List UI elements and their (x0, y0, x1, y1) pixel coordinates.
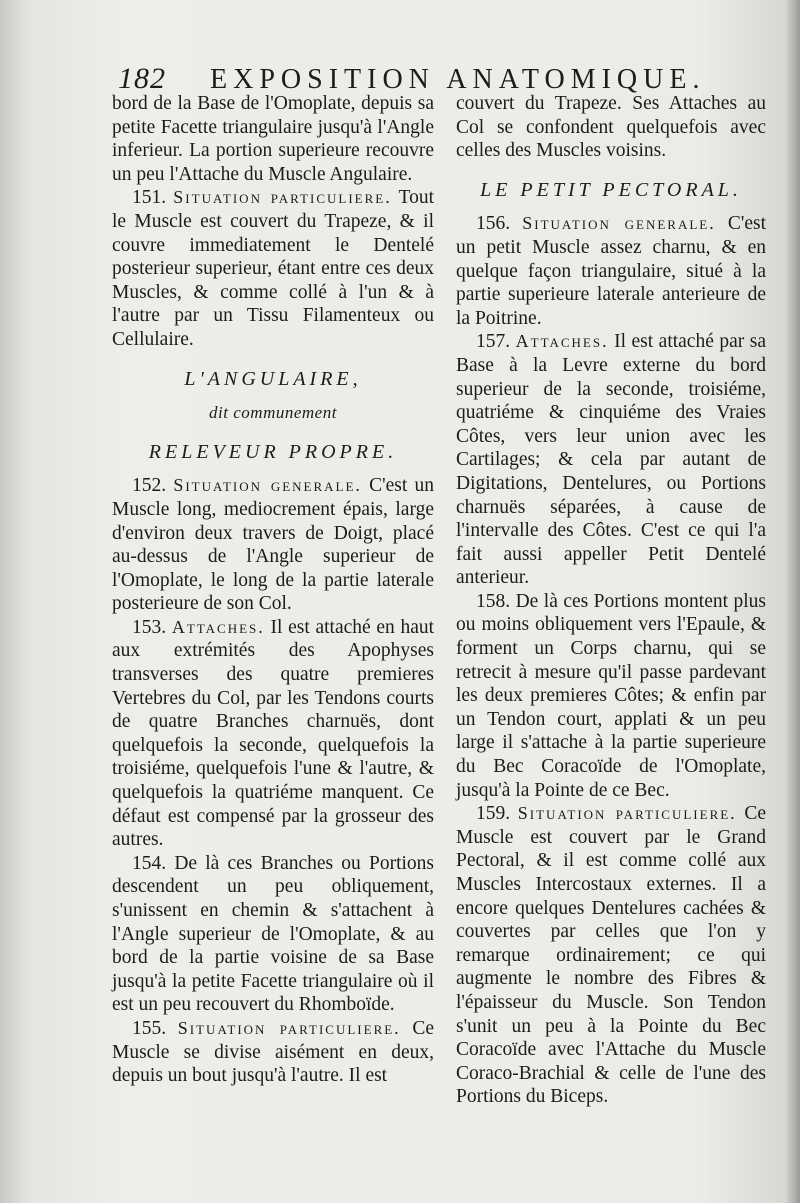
paragraph-number: 156. (476, 213, 511, 235)
paragraph (456, 590, 766, 802)
paragraph-heading: Situation particuliere. (177, 1017, 401, 1038)
paragraph-number: 154. (132, 852, 167, 874)
section-heading-petit-pectoral: LE PETIT PECTORAL. (480, 178, 742, 201)
section-subheading: dit communement (209, 403, 337, 423)
paragraph-number: 155. (132, 1017, 167, 1039)
paragraph-text: C'est un petit Muscle assez charnu, & en quelque façon triangulaire, situé à la partie superieure laterale anterieure de la Poitrine. (456, 213, 767, 329)
running-title: EXPOSITION ANATOMIQUE. (210, 64, 706, 95)
paragraph-text: bord de la Base de l'Omoplate, depuis sa petite Facette triangulaire jusqu'à l'Angle inferieur. La portion superieure recouvre un peu l'Attache du Muscle Angulaire. (112, 93, 434, 185)
paragraph (456, 330, 766, 590)
paragraph-text: Il est attaché par sa Base à la Levre externe du bord superieur de la seconde, troisiéme, quatriéme & cinquiéme des Vraies Côtes, vers leur union avec les Cartilages; & cela par autant de Digitations, Dentelures, ou Portions charnuës séparées, à cause de l'intervalle des Côtes. C'est ce qui l'a fait aussi appeller Petit Dentelé anterieur. (456, 331, 767, 589)
paragraph-heading: Situation particuliere. (517, 803, 737, 824)
section-heading-angulaire: L'ANGULAIRE, (184, 367, 362, 390)
paragraph-number: 151. (132, 187, 167, 209)
paragraph (112, 616, 434, 852)
paragraph-text: Il est attaché en haut aux extrémités des Apophyses transverses des quatre premieres Vertebres du Col, par les Tendons courts de quatre Branches charnuës, dont quelquefois la seconde, quelquefois la troisiéme, quelquefois l'une & l'autre, & quelquefois la quatriéme manquent. Ce défaut est compensé par la grosseur des autres. (112, 616, 435, 851)
paragraph (112, 852, 434, 1017)
paragraph (112, 1017, 434, 1088)
right-column (456, 92, 766, 1109)
paragraph-text: De là ces Branches ou Portions descendent un peu obliquement, s'unissent en chemin & s'attachent à l'Angle superieur de l'Omoplate, & au bord de la partie voisine de sa Base jusqu'à la petite Facette triangulaire où il est un peu recouvert du Rhomboïde. (112, 852, 434, 1016)
paragraph-heading: Situation particuliere. (173, 187, 392, 208)
paragraph-number: 153. (132, 616, 167, 638)
paragraph-text: De là ces Portions montent plus ou moins obliquement vers l'Epaule, & forment un Corps charnu, qui se retrecit à mesure qu'il passe pardevant les deux premieres Côtes; & enfin par un Tendon court, applati & un peu large il s'attache à la partie superieure du Bec Coracoïde de l'Omoplate, jusqu'à la Pointe de ce Bec. (456, 590, 767, 801)
paragraph (456, 212, 766, 330)
paragraph-text: Tout le Muscle est couvert du Trapeze, & il couvre immediatement le Dentelé posterieur superieur, étant entre ces deux Muscles, & comme collé à l'un & à l'autre par un Tissu Filamenteux ou Cellulaire. (112, 187, 434, 350)
paragraph-text: Ce Muscle est couvert par le Grand Pectoral, & il est comme collé aux Muscles Intercostaux externes. Il a encore quelques Dentelures cachées & couvertes par celles que l'on y remarque ordinairement; ce qui augmente le nombre des Fibres & l'épaisseur du Muscle. Son Tendon s'unit un peu à la Pointe du Bec Coracoïde avec l'Attache du Muscle Coraco-Brachial & celle de l'une des Portions du Biceps. (456, 803, 767, 1108)
paragraph (456, 802, 766, 1109)
paragraph-number: 158. (476, 590, 511, 612)
paragraph-number: 159. (476, 803, 511, 825)
paragraph (112, 92, 434, 186)
paragraph-heading: Attaches. (171, 616, 265, 637)
paragraph (456, 92, 766, 163)
page-number: 182 (118, 62, 166, 95)
paragraph (112, 186, 434, 351)
paragraph-text: Ce Muscle se divise aisément en deux, depuis un bout jusqu'à l'autre. Il est (112, 1017, 435, 1087)
paragraph-text: C'est un Muscle long, mediocrement épais, large d'environ deux travers de Doigt, placé au-dessus de l'Angle superieur de l'Omoplate, le long de la partie laterale posterieure de son Col. (112, 475, 435, 615)
section-heading-releveur: RELEVEUR PROPRE. (148, 440, 398, 463)
paragraph-number: 157. (476, 331, 511, 353)
paragraph (112, 474, 434, 616)
paragraph-number: 152. (132, 475, 167, 497)
paragraph-text: couvert du Trapeze. Ses Attaches au Col se confondent quelquefois avec celles des Muscles voisins. (456, 93, 766, 162)
paragraph-heading: Situation generale. (173, 475, 362, 496)
left-column (112, 92, 434, 1088)
paragraph-heading: Attaches. (515, 331, 609, 352)
paragraph-heading: Situation generale. (522, 213, 716, 234)
